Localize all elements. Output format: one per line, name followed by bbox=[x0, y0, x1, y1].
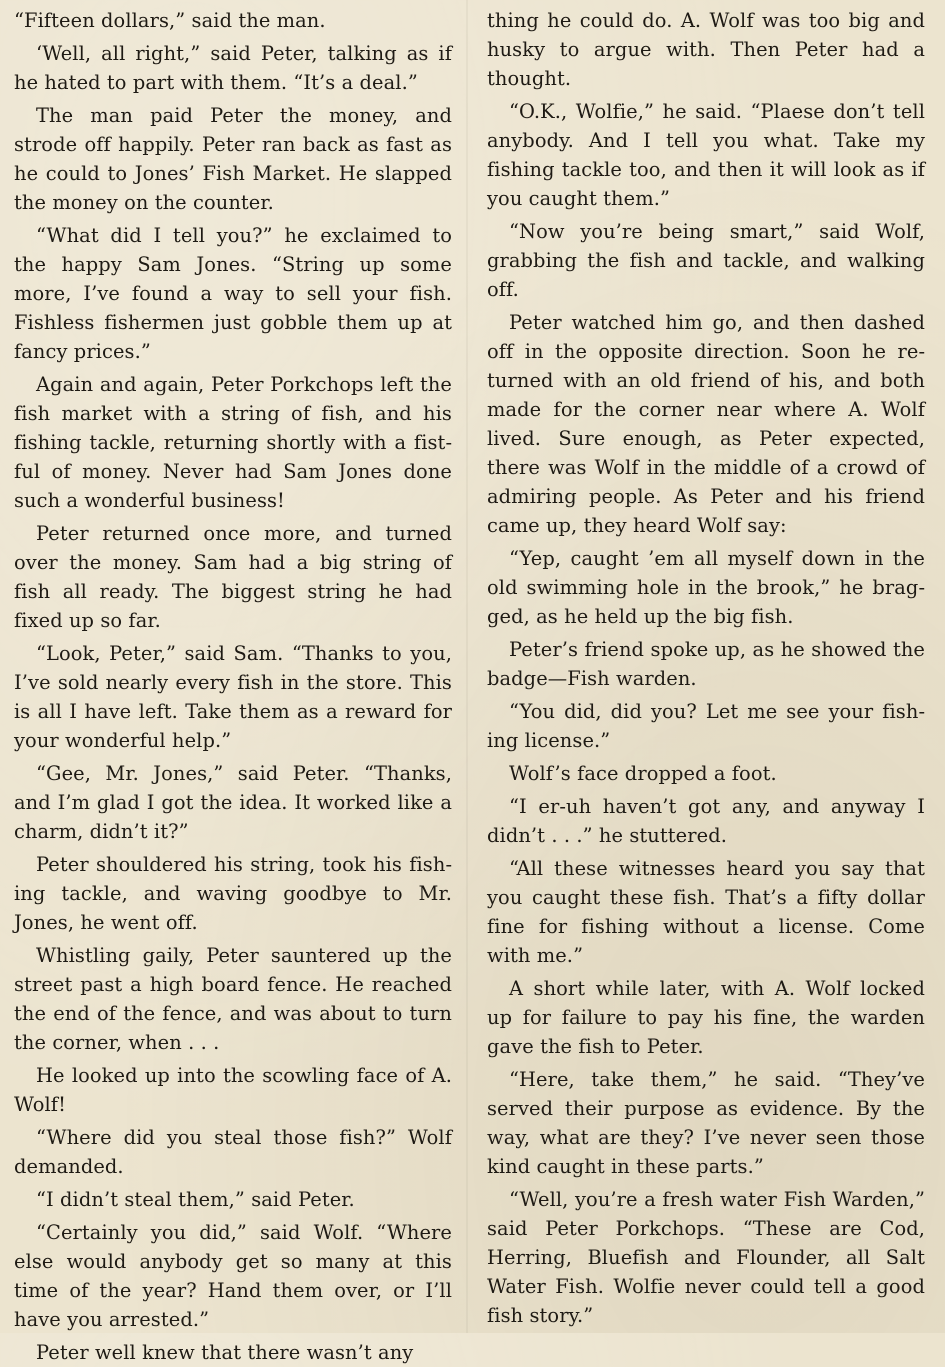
paragraph: “What did I tell you?” he exclaimed to the happy Sam Jones. “String up some more, I’ve found a way to sell your fish. Fishless fishermen just gobble them up at fancy prices.” bbox=[14, 224, 452, 363]
paragraph: Again and again, Peter Porkchops left the fish market with a string of fish, and his fishing tackle, returning shortly with a fistful of money. Never had Sam Jones done such a wonderful business! bbox=[14, 373, 452, 512]
paragraph: Whistling gaily, Peter sauntered up the street past a high board fence. He reached the end of the fence, and was about to turn the corner, when . . . bbox=[14, 944, 452, 1054]
paragraph: “Look, Peter,” said Sam. “Thanks to you, I’ve sold nearly every fish in the store. This is all I have left. Take them as a reward for your wonderful help.” bbox=[14, 642, 452, 752]
paragraph: Peter shouldered his string, took his fishing tackle, and waving goodbye to Mr. Jones, he went off. bbox=[14, 853, 452, 934]
paragraph: “Fifteen dollars,” said the man. bbox=[14, 9, 326, 32]
paragraph: “Now you’re being smart,” said Wolf, grabbing the fish and tackle, and walking off. bbox=[487, 220, 925, 301]
left-column bbox=[14, 6, 452, 1364]
paragraph: Peter watched him go, and then dashed off in the opposite direction. Soon he returned with an old friend of his, and both made for the corner near where A. Wolf lived. Sure enough, as Peter expected, there was Wolf in the middle of a crowd of admiring people. As Peter and his friend came up, they heard Wolf say: bbox=[487, 311, 925, 537]
paragraph: “Yep, caught ’em all myself down in the old swimming hole in the brook,” he bragged, as he held up the big fish. bbox=[487, 547, 925, 628]
paragraph: “Certainly you did,” said Wolf. “Where else would anybody get so many at this time of the year? Hand them over, or I’ll have you arrested.” bbox=[14, 1221, 452, 1331]
right-column bbox=[487, 6, 925, 1333]
paragraph: thing he could do. A. Wolf was too big and husky to argue with. Then Peter had a thought. bbox=[487, 9, 925, 90]
paragraph: The man paid Peter the money, and strode off happily. Peter ran back as fast as he could to Jones’ Fish Market. He slapped the money on the counter. bbox=[14, 104, 452, 214]
paragraph: “O.K., Wolfie,” he said. “Plaese don’t tell anybody. And I tell you what. Take my fishing tackle too, and then it will look as if you caught them.” bbox=[487, 100, 925, 210]
paragraph: Wolf’s face dropped a foot. bbox=[509, 762, 777, 785]
paragraph: Peter well knew that there wasn’t any bbox=[36, 1341, 414, 1364]
paragraph: “Gee, Mr. Jones,” said Peter. “Thanks, and I’m glad I got the idea. It worked like a charm, didn’t it?” bbox=[14, 762, 452, 843]
paragraph: “All these witnesses heard you say that you caught these fish. That’s a fifty dollar fine for fishing without a license. Come with me.” bbox=[487, 857, 925, 967]
paragraph: Peter returned once more, and turned over the money. Sam had a big string of fish all ready. The biggest string he had fixed up so far. bbox=[14, 522, 452, 632]
paragraph: ‘Well, all right,” said Peter, talking as if he hated to part with them. “It’s a deal.” bbox=[14, 42, 452, 94]
paragraph: “I didn’t steal them,” said Peter. bbox=[36, 1188, 355, 1211]
paragraph: “You did, did you? Let me see your fishing license.” bbox=[487, 700, 925, 752]
paragraph: “I er-uh haven’t got any, and anyway I didn’t . . .” he stuttered. bbox=[487, 795, 925, 847]
column-gutter bbox=[466, 0, 468, 1333]
paragraph: He looked up into the scowling face of A. Wolf! bbox=[14, 1064, 452, 1116]
paragraph: “Where did you steal those fish?” Wolf demanded. bbox=[14, 1126, 452, 1178]
paragraph: “Well, you’re a fresh water Fish Warden,” said Peter Porkchops. “These are Cod, Herring, Bluefish and Flounder, all Salt Water Fish. Wolfie never could tell a good fish story.” bbox=[487, 1188, 925, 1327]
paragraph: Peter’s friend spoke up, as he showed the badge—Fish warden. bbox=[487, 638, 925, 690]
paragraph: A short while later, with A. Wolf locked up for failure to pay his fine, the warden gave the fish to Peter. bbox=[487, 977, 925, 1058]
paragraph: “Here, take them,” he said. “They’ve served their purpose as evidence. By the way, what are they? I’ve never seen those kind caught in these parts.” bbox=[487, 1068, 925, 1178]
